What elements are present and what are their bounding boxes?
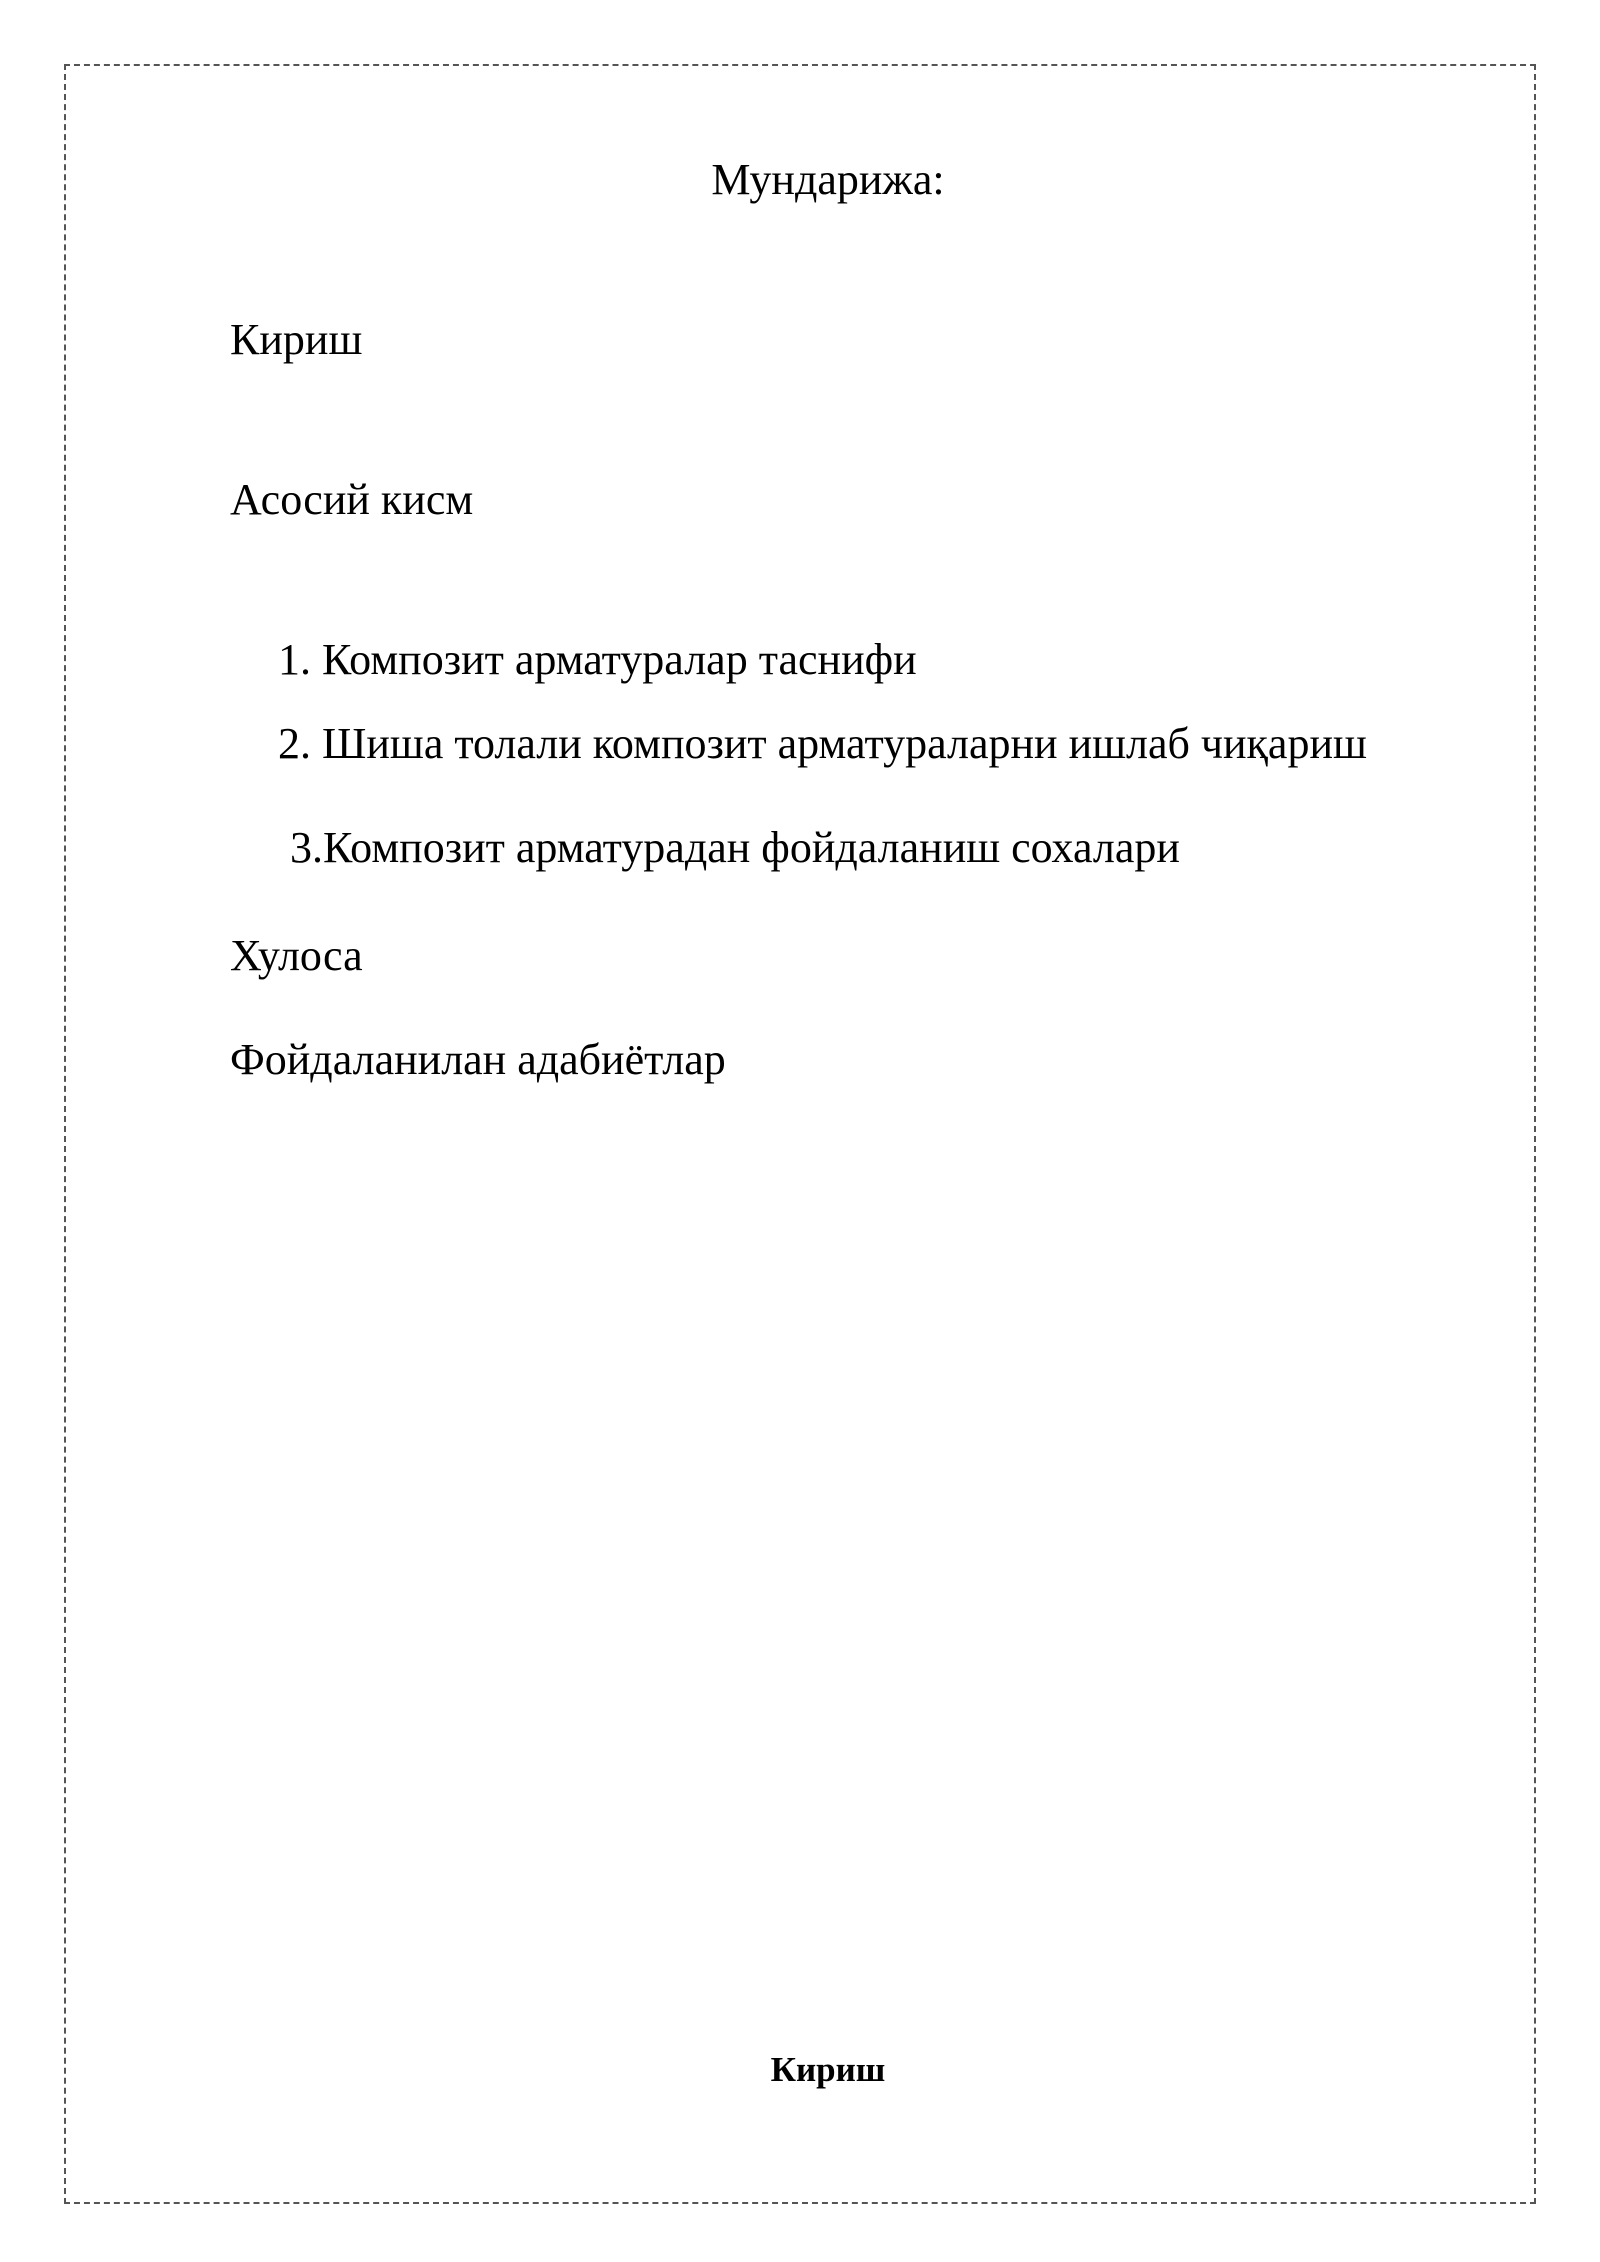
toc-item-references: Фойдаланилан адабиётлар [230,1035,726,1084]
toc-subitem-1: 1. Композит арматуралар таснифи [278,635,917,684]
toc-item-main-part: Асосий кисм [230,475,474,524]
toc-item-introduction: Кириш [230,315,363,364]
toc-title: Мундарижа: [711,155,945,204]
toc-item-conclusion: Хулоса [230,931,363,980]
toc-subitem-2: 2. Шиша толали композит арматураларни ишлаб чиқариш [278,719,1367,768]
page-border [64,64,1536,2204]
toc-subitem-3: 3.Композит арматурадан фойдаланиш сохалари [290,823,1180,872]
section-heading-introduction: Кириш [770,2050,886,2089]
